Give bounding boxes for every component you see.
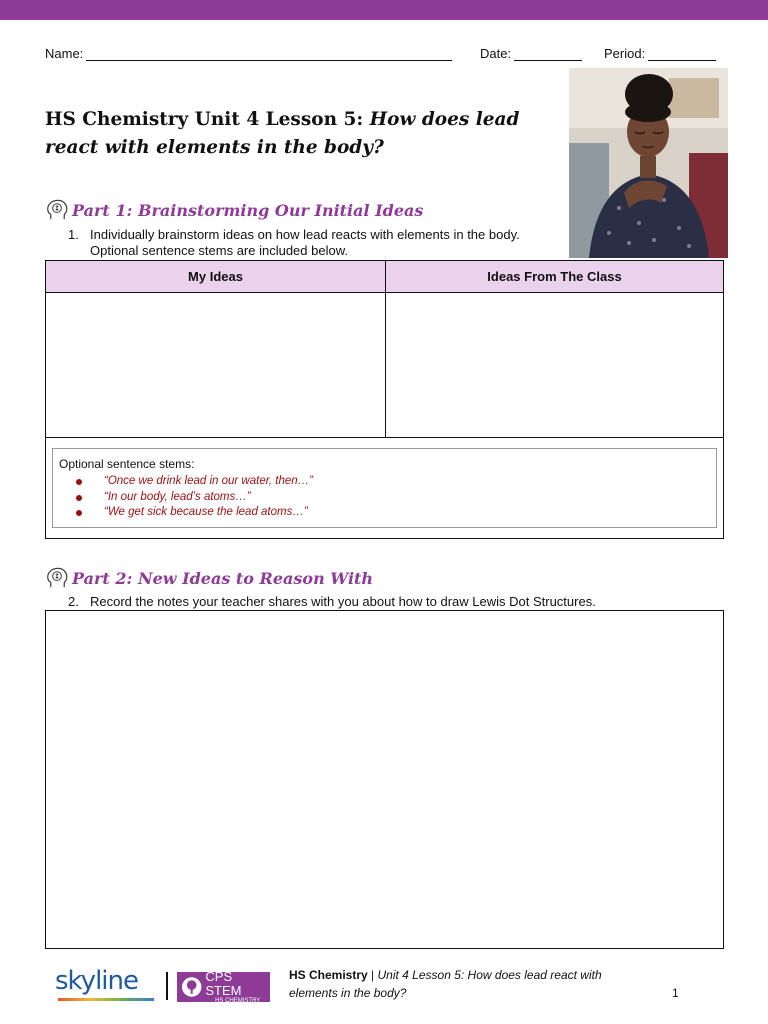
class-ideas-cell[interactable] xyxy=(386,293,723,437)
date-blank-line xyxy=(514,48,582,61)
my-ideas-cell[interactable] xyxy=(46,293,384,437)
step-number: 1. xyxy=(68,227,79,242)
title-prefix: HS Chemistry Unit 4 Lesson 5: xyxy=(45,109,364,130)
name-blank-line xyxy=(86,48,452,61)
stem-item: “We get sick because the lead atoms…” xyxy=(59,505,710,521)
part2-instruction xyxy=(68,594,596,610)
brain-head-icon xyxy=(45,566,70,591)
date-field[interactable] xyxy=(480,46,582,61)
instruction-text-continued: Optional sentence stems are included below. xyxy=(90,243,348,258)
step-number: 2. xyxy=(68,594,79,609)
class-ideas-header: Ideas From The Class xyxy=(386,261,723,293)
lesson-title xyxy=(45,106,545,162)
title-question: How does lead react with elements in the body? xyxy=(45,109,520,158)
stem-item: “In our body, lead’s atoms…” xyxy=(59,490,710,506)
skyline-logo: skyline xyxy=(55,966,138,996)
footer-separator: | xyxy=(367,968,378,982)
stem-item: “Once we drink lead in our water, then…” xyxy=(59,474,710,490)
part2-heading xyxy=(45,565,373,591)
row-divider xyxy=(46,437,723,438)
stems-list xyxy=(59,474,710,521)
page-number: 1 xyxy=(672,986,679,1000)
cps-logo-title: CPS STEM xyxy=(205,968,242,998)
page-footer xyxy=(0,960,768,1010)
instruction-text: Record the notes your teacher shares with you about how to draw Lewis Dot Structures. xyxy=(90,594,596,609)
cps-logo-subtitle: HS CHEMISTRY xyxy=(215,997,261,1004)
footer-divider xyxy=(166,972,168,1000)
cps-stem-logo xyxy=(177,968,270,1004)
my-ideas-header: My Ideas xyxy=(46,261,386,293)
instruction-text: Individually brainstorm ideas on how lead reacts with elements in the body. xyxy=(90,227,520,242)
name-label: Name: xyxy=(45,46,84,61)
period-blank-line xyxy=(648,48,716,61)
top-color-bar xyxy=(0,0,768,20)
brainstorm-table xyxy=(45,260,724,539)
student-info-row xyxy=(45,46,720,62)
lewis-notes-box[interactable] xyxy=(45,610,724,949)
part2-title: Part 2: New Ideas to Reason With xyxy=(72,568,374,588)
cps-tree-icon xyxy=(181,976,202,998)
name-field[interactable] xyxy=(45,46,452,61)
period-label: Period: xyxy=(604,46,646,61)
part1-title: Part 1: Brainstorming Our Initial Ideas xyxy=(72,200,424,220)
part1-instruction xyxy=(68,227,520,259)
period-field[interactable] xyxy=(604,46,716,61)
footer-course: HS Chemistry xyxy=(289,968,368,982)
date-label: Date: xyxy=(480,46,512,61)
stems-label: Optional sentence stems: xyxy=(59,457,195,471)
student-photo xyxy=(569,68,728,258)
part1-heading xyxy=(45,197,423,223)
sentence-stems-box xyxy=(52,448,717,528)
skyline-logo-underline xyxy=(58,998,154,1001)
footer-caption xyxy=(289,966,649,1002)
footer-lesson: Unit 4 Lesson 5: How does lead react with elements in the body? xyxy=(289,968,602,1000)
brain-head-icon xyxy=(45,198,70,223)
